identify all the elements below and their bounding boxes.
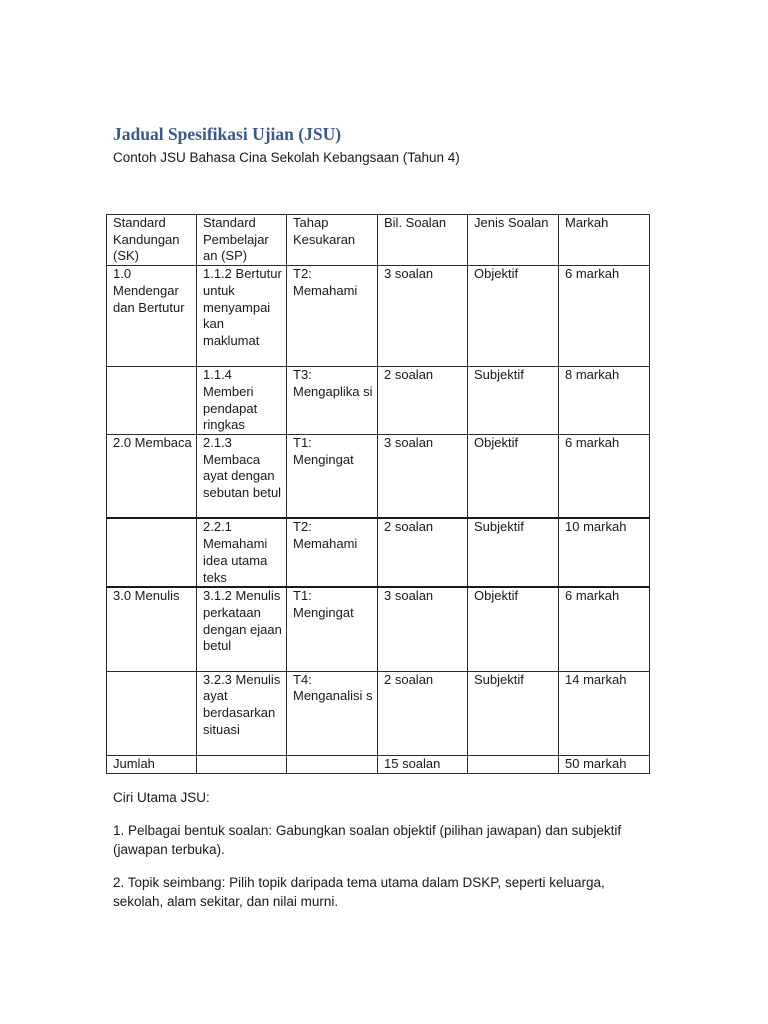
table-cell: 8 markah (559, 367, 650, 435)
table-cell: T1: Mengingat (287, 587, 378, 671)
table-cell: Objektif (468, 587, 559, 671)
notes-section (113, 788, 653, 925)
header-cell-jenis-soalan: Jenis Soalan (468, 215, 559, 266)
table-cell: 3 soalan (378, 434, 468, 518)
table-cell: Subjektif (468, 367, 559, 435)
document-subtitle: Contoh JSU Bahasa Cina Sekolah Kebangsaan (Tahun 4) (113, 150, 460, 165)
table-row (107, 518, 650, 587)
table-cell: T1: Mengingat (287, 434, 378, 518)
table-cell (197, 755, 287, 773)
header-cell-tahap: Tahap Kesukaran (287, 215, 378, 266)
table-row (107, 671, 650, 755)
table-cell: Objektif (468, 434, 559, 518)
table-total-row (107, 755, 650, 773)
header-cell-bil-soalan: Bil. Soalan (378, 215, 468, 266)
header-cell-markah: Markah (559, 215, 650, 266)
table-cell (468, 755, 559, 773)
table-cell: 2 soalan (378, 367, 468, 435)
table-cell: 2.1.3 Membaca ayat dengan sebutan betul (197, 434, 287, 518)
table-cell: 6 markah (559, 434, 650, 518)
table-cell: T2: Memahami (287, 266, 378, 367)
table-cell (287, 755, 378, 773)
table-cell: 6 markah (559, 587, 650, 671)
table-row (107, 266, 650, 367)
table-header-row (107, 215, 650, 266)
table-cell: 10 markah (559, 518, 650, 587)
table-row (107, 587, 650, 671)
table-cell (107, 518, 197, 587)
table-cell: 2.2.1 Memahami idea utama teks (197, 518, 287, 587)
table-cell: Subjektif (468, 671, 559, 755)
jsu-table (106, 214, 650, 774)
table-cell: 2.0 Membaca (107, 434, 197, 518)
table-cell (107, 367, 197, 435)
table-cell: 3.2.3 Menulis ayat berdasarkan situasi (197, 671, 287, 755)
table-cell: 1.1.4 Memberi pendapat ringkas (197, 367, 287, 435)
document-title: Jadual Spesifikasi Ujian (JSU) (113, 124, 342, 144)
table-cell: Subjektif (468, 518, 559, 587)
header-cell-sk: Standard Kandungan (SK) (107, 215, 197, 266)
table-cell: 2 soalan (378, 518, 468, 587)
note-item: 2. Topik seimbang: Pilih topik daripada tema utama dalam DSKP, seperti keluarga, sekolah, alam sekitar, dan nilai murni. (113, 874, 605, 909)
table-cell: T4: Menganalisi s (287, 671, 378, 755)
table-cell: T2: Memahami (287, 518, 378, 587)
table-row (107, 367, 650, 435)
note-item: 1. Pelbagai bentuk soalan: Gabungkan soalan objektif (pilihan jawapan) dan subjektif (jawapan terbuka). (113, 822, 622, 857)
table-cell: 3 soalan (378, 266, 468, 367)
notes-heading: Ciri Utama JSU: (113, 790, 210, 805)
table-cell: 3 soalan (378, 587, 468, 671)
table-cell: 1.0 Mendengar dan Bertutur (107, 266, 197, 367)
table-cell: 3.1.2 Menulis perkataan dengan ejaan betul (197, 587, 287, 671)
table-cell: 50 markah (559, 755, 650, 773)
table-cell: 15 soalan (378, 755, 468, 773)
table-cell: 2 soalan (378, 671, 468, 755)
table-cell: 1.1.2 Bertutur untuk menyampai kan maklumat (197, 266, 287, 367)
table-cell: T3: Mengaplika si (287, 367, 378, 435)
header-cell-sp: Standard Pembelajar an (SP) (197, 215, 287, 266)
table-cell: 14 markah (559, 671, 650, 755)
table-row (107, 434, 650, 518)
table-cell (107, 671, 197, 755)
table-cell: Objektif (468, 266, 559, 367)
table-cell: 3.0 Menulis (107, 587, 197, 671)
table-cell: 6 markah (559, 266, 650, 367)
table-cell: Jumlah (107, 755, 197, 773)
